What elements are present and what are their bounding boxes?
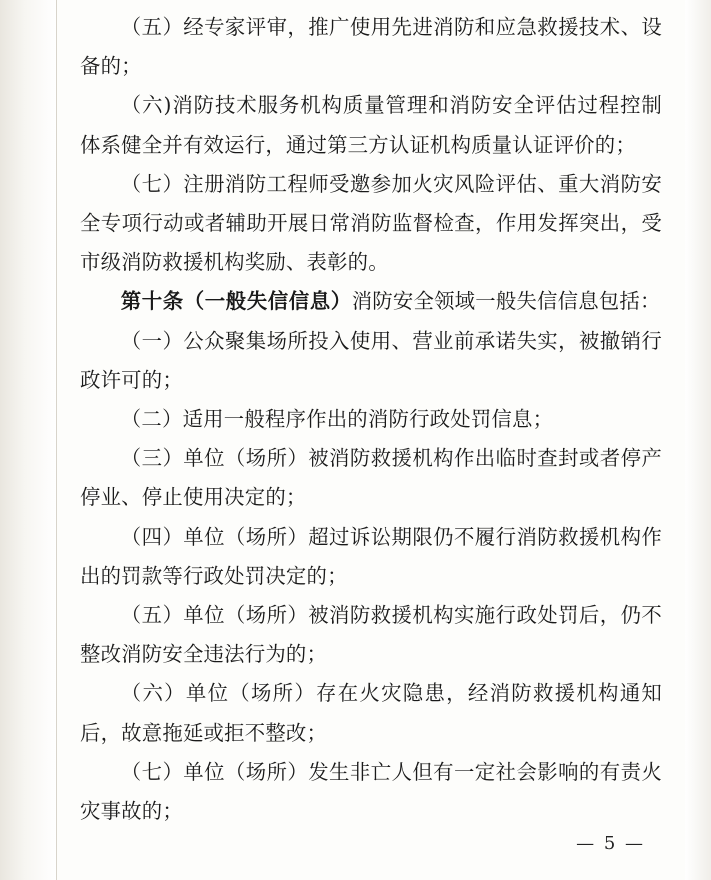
paragraph-item-10-5 bbox=[80, 596, 662, 674]
paragraph-item-10-6 bbox=[80, 674, 662, 752]
paragraph-text: （七）单位（场所）发生非亡人但有一定社会影响的有责火灾事故的； bbox=[80, 759, 662, 824]
body-text-block bbox=[80, 8, 662, 831]
paragraph-item-7 bbox=[80, 165, 662, 283]
paragraph-text: （六）单位（场所）存在火灾隐患，经消防救援机构通知后，故意拖延或拒不整改； bbox=[80, 681, 662, 745]
paragraph-item-5 bbox=[80, 8, 662, 86]
paragraph-text: （六)消防技术服务机构质量管理和消防安全评估过程控制体系健全并有效运行，通过第三方认证机构质量认证评价的； bbox=[80, 93, 662, 157]
paragraph-item-10-2 bbox=[80, 400, 662, 439]
page-content bbox=[57, 0, 685, 880]
paragraph-item-10-1 bbox=[80, 322, 662, 400]
paragraph-text: （七）注册消防工程师受邀参加火灾风险评估、重大消防安全专项行动或者辅助开展日常消防监督检查，作用发挥突出，受市级消防救援机构奖励、表彰的。 bbox=[80, 171, 662, 275]
paragraph-text: （三）单位（场所）被消防救援机构作出临时查封或者停产停业、停止使用决定的； bbox=[80, 446, 662, 510]
paragraph-item-10-7 bbox=[80, 753, 662, 831]
paragraph-item-10-4 bbox=[80, 518, 662, 596]
paragraph-article-10 bbox=[80, 282, 662, 321]
paragraph-text: 消防安全领域一般失信信息包括： bbox=[351, 289, 661, 314]
paragraph-text: （五）单位（场所）被消防救援机构实施行政处罚后，仍不整改消防安全违法行为的； bbox=[80, 603, 662, 667]
paragraph-text: （二）适用一般程序作出的消防行政处罚信息； bbox=[120, 407, 554, 432]
paragraph-text: （一）公众聚集场所投入使用、营业前承诺失实，被撤销行政许可的； bbox=[80, 328, 662, 392]
page-right-edge-shadow bbox=[685, 0, 711, 880]
paragraph-item-10-3 bbox=[80, 439, 662, 517]
page-left-edge-shadow bbox=[0, 0, 56, 880]
paragraph-text: （五）经专家评审，推广使用先进消防和应急救援技术、设备的； bbox=[80, 15, 662, 79]
paragraph-item-6 bbox=[80, 86, 662, 164]
paragraph-text: （四）单位（场所）超过诉讼期限仍不履行消防救援机构作出的罚款等行政处罚决定的； bbox=[80, 524, 662, 588]
page-number: — 5 — bbox=[576, 833, 645, 854]
article-heading-label: 第十条（一般失信信息） bbox=[120, 289, 352, 314]
